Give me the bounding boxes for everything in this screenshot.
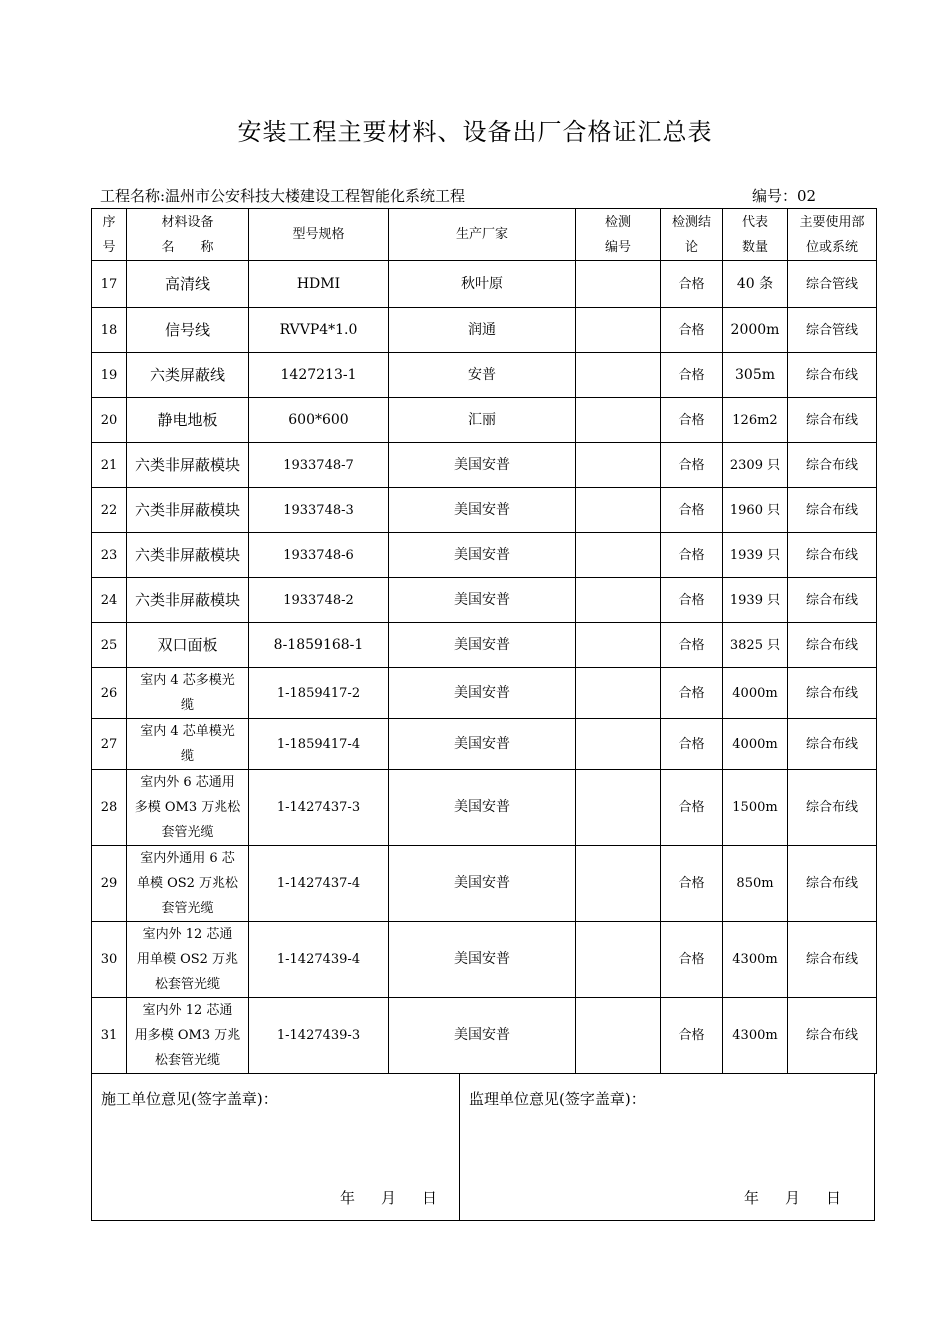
name-line: 缆	[180, 698, 194, 713]
cell-usage: 综合布线	[788, 998, 877, 1074]
name-line: 六类屏蔽线	[149, 365, 225, 384]
header-maker: 生产厂家	[389, 209, 576, 261]
cell-qty: 1939 只	[723, 578, 788, 623]
cell-result: 合格	[661, 998, 723, 1074]
cell-name	[127, 719, 249, 770]
cell-test-no	[576, 998, 661, 1074]
cell-usage: 综合布线	[788, 398, 877, 443]
name-line: 用单模 OS2 万兆	[136, 952, 239, 967]
cell-test-no	[576, 846, 661, 922]
construction-opinion-label: 施工单位意见(签字盖章)：	[101, 1090, 278, 1108]
project-name: 工程名称:温州市公安科技大楼建设工程智能化系统工程	[100, 187, 466, 205]
table-row	[92, 578, 877, 623]
cell-result: 合格	[661, 353, 723, 398]
cell-model: 1933748-2	[249, 578, 389, 623]
serial-number: 编号：02	[752, 187, 817, 205]
cell-result: 合格	[661, 398, 723, 443]
cell-maker: 美国安普	[389, 623, 576, 668]
cell-no: 17	[92, 261, 127, 308]
cell-maker: 美国安普	[389, 668, 576, 719]
cell-qty: 40 条	[723, 261, 788, 308]
cell-qty: 2000m	[723, 308, 788, 353]
cell-usage: 综合布线	[788, 623, 877, 668]
cell-usage: 综合布线	[788, 922, 877, 998]
cell-model: 1933748-3	[249, 488, 389, 533]
cell-maker: 润通	[389, 308, 576, 353]
cell-result: 合格	[661, 922, 723, 998]
cell-no: 27	[92, 719, 127, 770]
name-line: 六类非屏蔽模块	[134, 545, 240, 564]
table-row	[92, 533, 877, 578]
cell-no: 28	[92, 770, 127, 846]
cell-result: 合格	[661, 443, 723, 488]
header-qty: 代表 数量	[723, 209, 788, 261]
cell-test-no	[576, 719, 661, 770]
table-row	[92, 668, 877, 719]
cell-result: 合格	[661, 623, 723, 668]
cell-test-no	[576, 922, 661, 998]
cell-test-no	[576, 578, 661, 623]
header-row	[92, 209, 877, 261]
cell-model: 1427213-1	[249, 353, 389, 398]
cell-test-no	[576, 668, 661, 719]
cell-maker: 安普	[389, 353, 576, 398]
cell-usage: 综合布线	[788, 770, 877, 846]
cell-test-no	[576, 308, 661, 353]
cell-name	[127, 578, 249, 623]
cell-result: 合格	[661, 719, 723, 770]
header-name: 材料设备 名 称	[127, 209, 249, 261]
cell-maker: 秋叶原	[389, 261, 576, 308]
cell-maker: 美国安普	[389, 533, 576, 578]
cell-usage: 综合管线	[788, 261, 877, 308]
cell-qty: 1939 只	[723, 533, 788, 578]
name-line: 高清线	[164, 274, 210, 293]
name-line: 缆	[180, 749, 194, 764]
name-line: 室内 4 芯多模光	[140, 673, 235, 688]
supervision-date: 年 月 日	[744, 1189, 842, 1207]
cell-maker: 美国安普	[389, 770, 576, 846]
cell-qty: 1500m	[723, 770, 788, 846]
cell-name	[127, 261, 249, 308]
name-line: 静电地板	[157, 410, 218, 429]
cell-name	[127, 623, 249, 668]
cell-name	[127, 846, 249, 922]
cell-name	[127, 443, 249, 488]
supervision-opinion-label: 监理单位意见(签字盖章)：	[469, 1090, 646, 1108]
header-no: 序 号	[92, 209, 127, 261]
cell-no: 21	[92, 443, 127, 488]
cell-test-no	[576, 488, 661, 533]
cell-qty: 2309 只	[723, 443, 788, 488]
cell-qty: 4300m	[723, 998, 788, 1074]
cell-no: 18	[92, 308, 127, 353]
cell-qty: 126m2	[723, 398, 788, 443]
cell-no: 20	[92, 398, 127, 443]
cell-model: 1-1427437-3	[249, 770, 389, 846]
cell-qty: 3825 只	[723, 623, 788, 668]
cell-name	[127, 922, 249, 998]
signature-area	[91, 1073, 875, 1221]
name-line: 六类非屏蔽模块	[134, 590, 240, 609]
construction-date: 年 月 日	[340, 1189, 438, 1207]
cell-no: 22	[92, 488, 127, 533]
cell-model: 600*600	[249, 398, 389, 443]
cell-qty: 305m	[723, 353, 788, 398]
cell-maker: 美国安普	[389, 922, 576, 998]
table-row	[92, 623, 877, 668]
name-line: 室内外 6 芯通用	[140, 775, 235, 790]
cell-qty: 4000m	[723, 719, 788, 770]
cell-no: 24	[92, 578, 127, 623]
cell-name	[127, 770, 249, 846]
cell-usage: 综合布线	[788, 443, 877, 488]
cell-model: RVVP4*1.0	[249, 308, 389, 353]
header-model: 型号规格	[249, 209, 389, 261]
cell-name	[127, 998, 249, 1074]
name-line: 套管光缆	[161, 901, 214, 916]
cell-test-no	[576, 398, 661, 443]
name-line: 室内外 12 芯通	[142, 1003, 233, 1018]
table-row	[92, 846, 877, 922]
cell-result: 合格	[661, 488, 723, 533]
table-row	[92, 443, 877, 488]
cell-no: 26	[92, 668, 127, 719]
name-line: 六类非屏蔽模块	[134, 500, 240, 519]
cell-maker: 美国安普	[389, 578, 576, 623]
name-line: 松套管光缆	[154, 977, 220, 992]
cell-usage: 综合布线	[788, 668, 877, 719]
cell-result: 合格	[661, 308, 723, 353]
cell-model: 1-1427439-3	[249, 998, 389, 1074]
cell-no: 30	[92, 922, 127, 998]
name-line: 松套管光缆	[154, 1053, 220, 1068]
name-line: 用多模 OM3 万兆	[134, 1028, 241, 1043]
table-row	[92, 922, 877, 998]
cell-usage: 综合布线	[788, 533, 877, 578]
cell-test-no	[576, 353, 661, 398]
materials-table	[91, 208, 877, 1074]
cell-result: 合格	[661, 533, 723, 578]
cell-no: 31	[92, 998, 127, 1074]
cell-usage: 综合布线	[788, 488, 877, 533]
cell-maker: 美国安普	[389, 719, 576, 770]
cell-result: 合格	[661, 770, 723, 846]
cell-name	[127, 488, 249, 533]
cell-usage: 综合布线	[788, 719, 877, 770]
cell-no: 23	[92, 533, 127, 578]
table-row	[92, 261, 877, 308]
name-line: 套管光缆	[161, 825, 214, 840]
cell-model: 1-1427439-4	[249, 922, 389, 998]
cell-maker: 美国安普	[389, 998, 576, 1074]
table-row	[92, 998, 877, 1074]
cell-model: 1933748-7	[249, 443, 389, 488]
cell-usage: 综合布线	[788, 353, 877, 398]
header-result: 检测结 论	[661, 209, 723, 261]
cell-maker: 美国安普	[389, 846, 576, 922]
cell-test-no	[576, 533, 661, 578]
table-row	[92, 488, 877, 533]
cell-usage: 综合管线	[788, 308, 877, 353]
cell-maker: 美国安普	[389, 443, 576, 488]
cell-no: 19	[92, 353, 127, 398]
cell-model: 1-1859417-4	[249, 719, 389, 770]
page-title: 安装工程主要材料、设备出厂合格证汇总表	[237, 118, 713, 146]
cell-model: HDMI	[249, 261, 389, 308]
table-row	[92, 398, 877, 443]
cell-model: 1-1859417-2	[249, 668, 389, 719]
cell-name	[127, 398, 249, 443]
cell-result: 合格	[661, 668, 723, 719]
table-row	[92, 719, 877, 770]
header-test-no: 检测 编号	[576, 209, 661, 261]
cell-qty: 4000m	[723, 668, 788, 719]
cell-qty: 1960 只	[723, 488, 788, 533]
name-line: 多模 OM3 万兆松	[134, 800, 241, 815]
cell-name	[127, 668, 249, 719]
cell-result: 合格	[661, 261, 723, 308]
cell-no: 25	[92, 623, 127, 668]
cell-usage: 综合布线	[788, 846, 877, 922]
name-line: 室内外通用 6 芯	[140, 851, 235, 866]
cell-qty: 850m	[723, 846, 788, 922]
name-line: 六类非屏蔽模块	[134, 455, 240, 474]
cell-name	[127, 533, 249, 578]
table-row	[92, 770, 877, 846]
cell-test-no	[576, 770, 661, 846]
cell-name	[127, 308, 249, 353]
cell-maker: 汇丽	[389, 398, 576, 443]
cell-result: 合格	[661, 578, 723, 623]
table-row	[92, 353, 877, 398]
cell-model: 1933748-6	[249, 533, 389, 578]
table-row	[92, 308, 877, 353]
cell-name	[127, 353, 249, 398]
cell-test-no	[576, 443, 661, 488]
cell-test-no	[576, 261, 661, 308]
cell-test-no	[576, 623, 661, 668]
cell-model: 8-1859168-1	[249, 623, 389, 668]
cell-model: 1-1427437-4	[249, 846, 389, 922]
name-line: 单模 OS2 万兆松	[136, 876, 239, 891]
name-line: 双口面板	[157, 635, 218, 654]
header-usage: 主要使用部 位或系统	[788, 209, 877, 261]
cell-qty: 4300m	[723, 922, 788, 998]
cell-maker: 美国安普	[389, 488, 576, 533]
cell-no: 29	[92, 846, 127, 922]
name-line: 室内 4 芯单模光	[140, 724, 235, 739]
name-line: 信号线	[164, 320, 210, 339]
cell-usage: 综合布线	[788, 578, 877, 623]
name-line: 室内外 12 芯通	[142, 927, 233, 942]
cell-result: 合格	[661, 846, 723, 922]
